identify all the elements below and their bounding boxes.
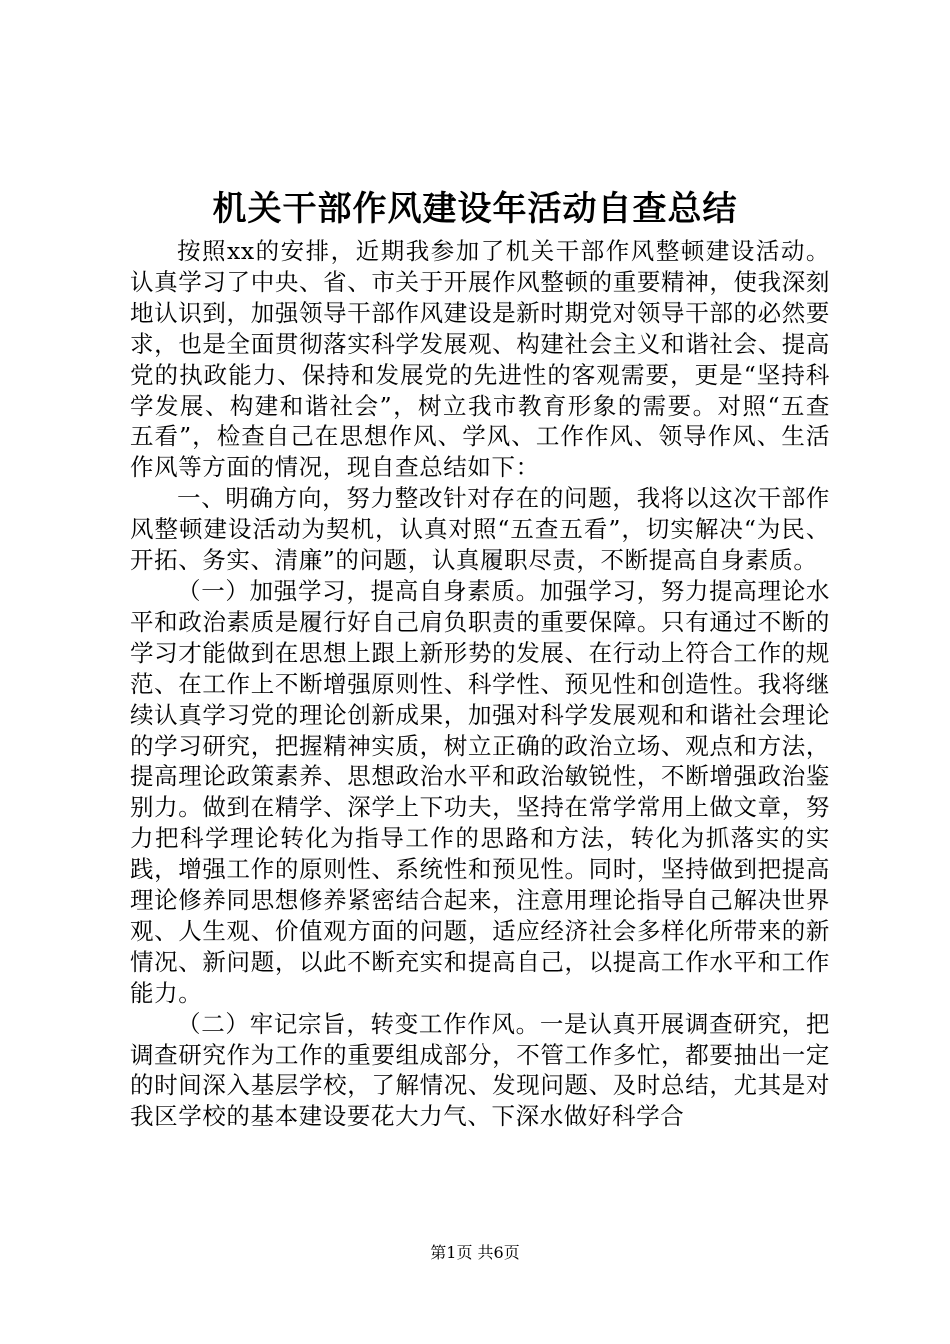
page-number-footer: 第1页 共6页 xyxy=(430,1243,520,1262)
document-body xyxy=(130,236,830,1132)
paragraph-intro: 按照xx的安排，近期我参加了机关干部作风整顿建设活动。认真学习了中央、省、市关于开展作风整顿的重要精神，使我深刻地认识到，加强领导干部作风建设是新时期党对领导干部的必然要求，也是全面贯彻落实科学发展观、构建社会主义和谐社会、提高党的执政能力、保持和发展党的先进性的客观需要，更是“坚持科学发展、构建和谐社会”，树立我市教育形象的需要。对照“五查五看”，检查自己在思想作风、学风、工作作风、领导作风、生活作风等方面的情况，现自查总结如下： xyxy=(130,237,830,482)
paragraph-section-one: 一、明确方向，努力整改针对存在的问题，我将以这次干部作风整顿建设活动为契机，认真对照“五查五看”，切实解决“为民、开拓、务实、清廉”的问题，认真履职尽责，不断提高自身素质。 xyxy=(130,484,830,575)
paragraph-study: （一）加强学习，提高自身素质。加强学习，努力提高理论水平和政治素质是履行好自己肩负职责的重要保障。只有通过不断的学习才能做到在思想上跟上新形势的发展、在行动上符合工作的规范、在工作上不断增强原则性、科学性、预见性和创造性。我将继续认真学习党的理论创新成果，加强对科学发展观和和谐社会理论的学习研究，把握精神实质，树立正确的政治立场、观点和方法，提高理论政策素养、思想政治水平和政治敏锐性，不断增强政治鉴别力。做到在精学、深学上下功夫，坚持在常学常用上做文章，努力把科学理论转化为指导工作的思路和方法，转化为抓落实的实践，增强工作的原则性、系统性和预见性。同时，坚持做到把提高理论修养同思想修养紧密结合起来，注意用理论指导自己解决世界观、人生观、价值观方面的问题，适应经济社会多样化所带来的新情况、新问题，以此不断充实和提高自己，以提高工作水平和工作能力。 xyxy=(130,576,830,1007)
paragraph-work-style: （二）牢记宗旨，转变工作作风。一是认真开展调查研究，把调查研究作为工作的重要组成部分，不管工作多忙，都要抽出一定的时间深入基层学校，了解情况、发现问题、及时总结，尤其是对我区学校的基本建设要花大力气、下深水做好科学合 xyxy=(130,1009,830,1131)
document-title: 机关干部作风建设年活动自查总结 xyxy=(212,189,738,229)
